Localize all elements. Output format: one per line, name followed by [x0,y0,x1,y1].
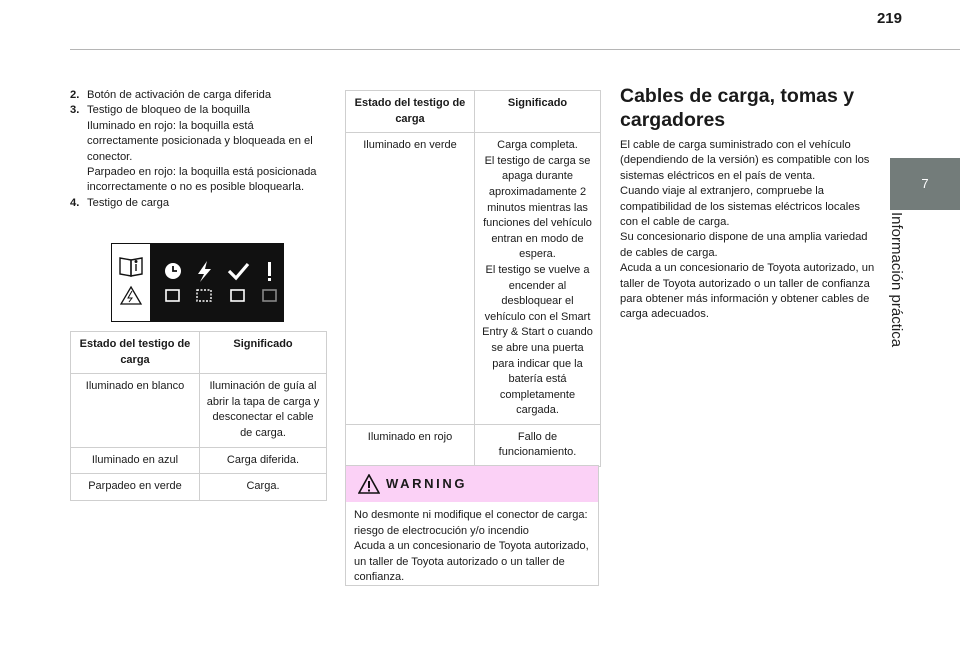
table-cell: Iluminado en verde [346,133,475,425]
paragraph: El cable de carga suministrado con el vehículo (dependiendo de la versión) es compatible con los sistemas eléctricos en el país de venta. [620,139,870,182]
warning-header [346,466,598,502]
warning-box [345,465,599,586]
indicator-square-4 [263,290,276,301]
table-cell: Parpadeo en verde [71,474,200,501]
manual-icon [120,258,142,276]
lightning-icon [198,261,211,282]
warning-text: No desmonte ni modifique el conector de carga: riesgo de electrocución y/o incendio Acuda a un concesionario de Toyota autorizado, un taller de Toyota autorizado o un taller de confianza. [354,509,589,584]
table-cell: Carga. [200,474,327,501]
page-number: 219 [876,10,902,27]
check-icon [229,264,248,278]
list-text: Testigo de bloqueo de la boquilla [87,104,250,117]
list-text: Parpadeo en rojo: la boquilla está posicionada incorrectamente o no es posible bloquearla. [87,166,317,194]
list-text: Testigo de carga [87,196,170,209]
table-cell: Iluminado en blanco [71,374,200,447]
chapter-number: 7 [921,176,929,191]
chapter-title-vertical [888,212,908,352]
chapter-title: Información práctica [888,212,905,348]
list-number: 2. [70,89,80,101]
charge-light-table [70,331,327,501]
indicator-square-3 [231,290,244,301]
table-header: Estado del testigo de carga [346,91,475,133]
list-item [70,103,325,195]
table-row [71,374,327,447]
list-item [70,88,325,103]
table-cell: Carga diferida. [200,447,327,474]
panel-label-area [111,243,151,322]
table-cell: Iluminación de guía al abrir la tapa de carga y desconectar el cable de carga. [200,374,327,447]
list-item [70,196,325,211]
list-number: 3. [70,104,80,117]
numbered-list [70,88,325,211]
paragraph: Acuda a un concesionario de Toyota autorizado, un taller de Toyota autorizado o un taller de confianza para obtener más información y obtener cables de carga adecuados. [620,262,875,321]
exclamation-icon [268,262,271,281]
warning-title: WARNING [386,476,468,491]
warning-bolt-icon [121,287,141,304]
table-cell: Iluminado en rojo [346,424,475,466]
list-text: Iluminado en rojo: la boquilla está correctamente posicionada y bloqueada en el conector. [87,119,313,163]
table-row [71,474,327,501]
table-header: Significado [475,91,601,133]
table-cell: Fallo de funcionamiento. [475,424,601,466]
clock-icon [165,263,181,279]
section-title: Cables de carga, tomas y cargadores [620,85,855,131]
table-row [346,133,601,425]
charge-light-table-continued [345,90,601,467]
list-text: Botón de activación de carga diferida [87,89,272,101]
indicator-square-2 [197,290,211,301]
header-rule [70,49,960,50]
chapter-tab [890,158,960,210]
table-row [346,424,601,466]
table-cell: Iluminado en azul [71,447,200,474]
indicator-square-1 [166,290,179,301]
table-cell: Carga completa. El testigo de carga se apaga durante aproximadamente 2 minutos mientras las funciones del vehículo entran en modo de espera. El testigo se vuelve a encender al desbloquear el vehículo con el Smart Entry & Start o cuando se abre una puerta para indicar que la batería está completamente cargada. [475,133,601,425]
section-body [620,138,875,323]
paragraph: Cuando viaje al extranjero, compruebe la compatibilidad de los sistemas eléctricos locales con el cable de carga. [620,185,861,229]
table-header: Significado [200,332,327,374]
warning-triangle-icon [358,474,380,494]
table-row [71,447,327,474]
table-header: Estado del testigo de carga [71,332,200,374]
charging-cables-section [620,84,875,323]
list-number: 4. [70,196,80,209]
charging-indicator-panel [111,243,284,322]
paragraph: Su concesionario dispone de una amplia variedad de cables de carga. [620,231,868,259]
